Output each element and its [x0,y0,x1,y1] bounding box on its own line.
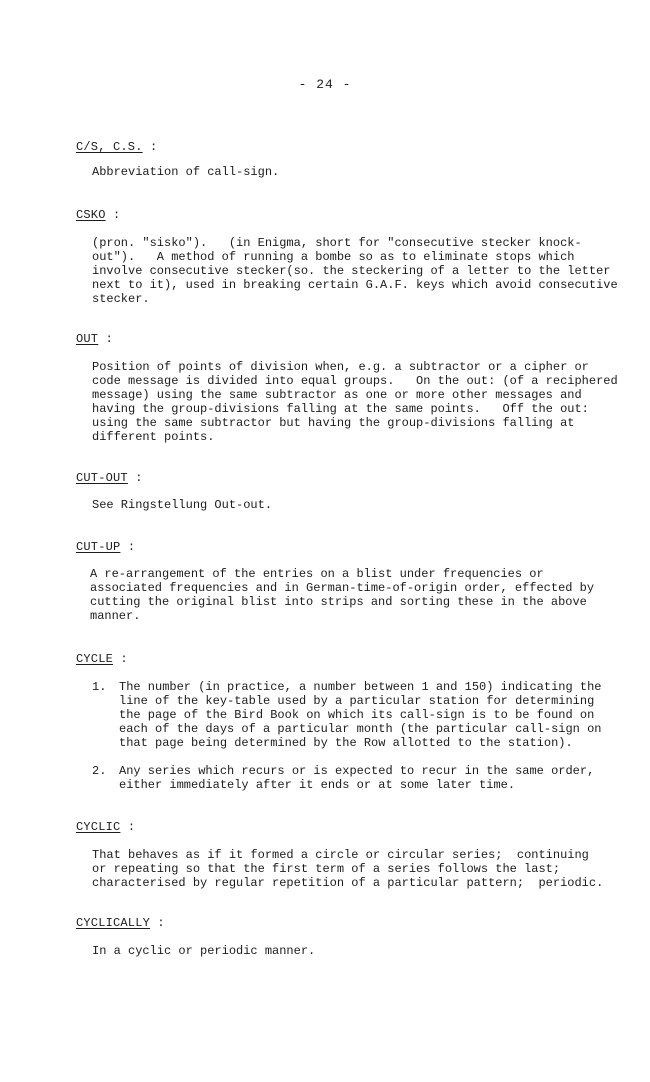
definition-line: (pron. "sisko"). (in Enigma, short for "consecutive stecker knock- [92,236,582,250]
definition-line: associated frequencies and in German-time-of-origin order, effected by [90,581,595,595]
definition-line: message) using the same subtractor as one or more other messages and [92,388,582,402]
definition-line: that page being determined by the Row allotted to the station). [119,736,573,750]
entry-term [76,140,157,154]
definition-line: the page of the Bird Book on which its call-sign is to be found on [119,708,595,722]
term-suffix: : [120,540,136,554]
entry-term [76,471,143,485]
entry-term [76,332,113,346]
definition-line: having the group-divisions falling at the same points. Off the out: [92,402,589,416]
entry-term [76,540,135,554]
term-headword: CYCLE [76,652,114,666]
definition-line: manner. [90,609,141,623]
definition-line: Abbreviation of call-sign. [92,165,280,179]
definition-line: The number (in practice, a number between 1 and 150) indicating the [119,680,602,694]
definition-line: or repeating so that the first term of a series follows the last; [92,862,561,876]
page-number: - 24 - [298,77,352,92]
term-suffix: : [120,820,136,834]
definition-line: each of the days of a particular month (the particular call-sign on [119,722,602,736]
term-headword: CUT-OUT [76,471,128,485]
term-suffix: : [105,208,121,222]
term-headword: C/S, C.S. [76,140,143,154]
term-suffix: : [142,140,158,154]
definition-line: A re-arrangement of the entries on a blist under frequencies or [90,567,544,581]
definition-line: That behaves as if it formed a circle or circular series; continuing [92,848,589,862]
definition-line: line of the key-table used by a particular station for determining [119,694,595,708]
term-headword: CSKO [76,208,106,222]
definition-line: See Ringstellung Out-out. [92,498,273,512]
definition-line: involve consecutive stecker(so. the steckering of a letter to the letter [92,264,611,278]
definition-line: Position of points of division when, e.g. a subtractor or a cipher or [92,360,589,374]
term-headword: OUT [76,332,99,346]
item-number: 1. [92,680,107,694]
definition-line: out"). A method of running a bombe so as to eliminate stops which [92,250,575,264]
definition-line: Any series which recurs or is expected to recur in the same order, [119,764,595,778]
definition-line: stecker. [92,292,150,306]
term-suffix: : [127,471,143,485]
term-suffix: : [98,332,114,346]
entry-term [76,916,165,930]
term-suffix: : [113,652,128,666]
definition-line: code message is divided into equal groups. On the out: (of a reciphered [92,374,618,388]
definition-line: either immediately after it ends or at some later time. [119,778,516,792]
definition-line: cutting the original blist into strips and sorting these in the above [90,595,587,609]
definition-line: using the same subtractor but having the group-divisions falling at [92,416,575,430]
entry-term [76,208,120,222]
item-number: 2. [92,764,107,778]
term-headword: CYCLIC [76,820,121,834]
entry-term [76,820,135,834]
term-suffix: : [150,916,165,930]
definition-line: different points. [92,430,215,444]
term-headword: CUT-UP [76,540,121,554]
entry-term [76,652,128,666]
definition-line: In a cyclic or periodic manner. [92,944,316,958]
definition-line: next to it), used in breaking certain G.A.F. keys which avoid consecutive [92,278,618,292]
definition-line: characterised by regular repetition of a particular pattern; periodic. [92,876,604,890]
term-headword: CYCLICALLY [76,916,151,930]
